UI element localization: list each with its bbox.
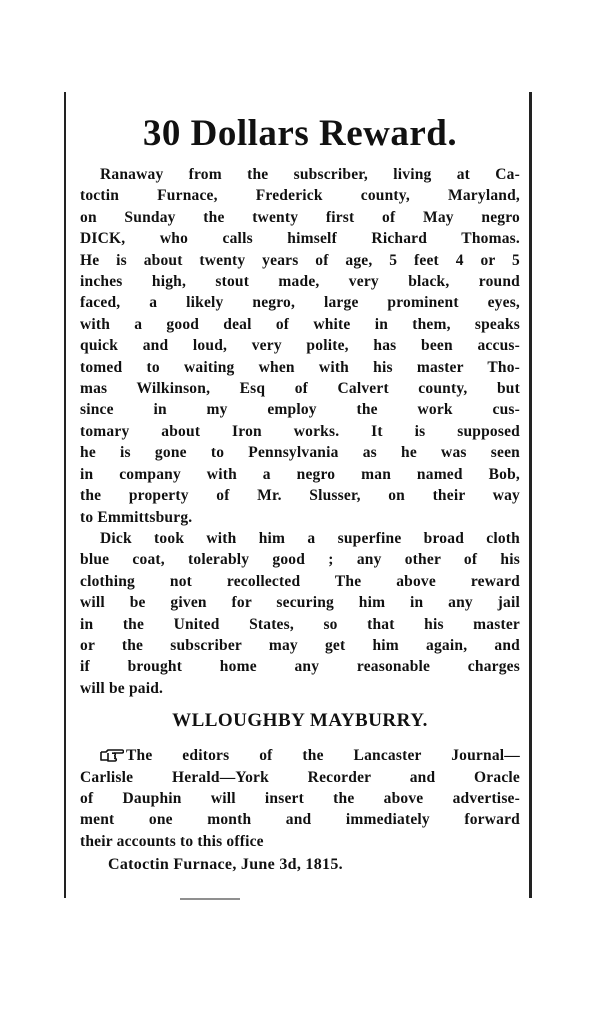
body-line: since in my employ the work cus-	[80, 401, 520, 419]
body-line: in company with a negro man named Bob,	[80, 465, 520, 483]
body-line: mas Wilkinson, Esq of Calvert county, but	[80, 380, 520, 398]
body-line: he is gone to Pennsylvania as he was seen	[80, 444, 520, 462]
signature: WLLOUGHBY MAYBURRY.	[172, 710, 428, 732]
advertisement	[80, 112, 520, 876]
column-rule-left	[64, 92, 66, 898]
editors-line: Carlisle Herald—York Recorder and Oracle	[80, 768, 520, 786]
body-line: will be given for securing him in any jail	[80, 594, 520, 612]
editors-notice	[80, 745, 520, 852]
body-line: DICK, who calls himself Richard Thomas.	[80, 230, 520, 248]
body-line: will be paid.	[80, 679, 164, 697]
body-line: faced, a likely negro, large prominent eyes,	[80, 294, 520, 312]
body-line: if brought home any reasonable charges	[80, 658, 520, 676]
editors-line: ment one month and immediately forward	[80, 811, 520, 829]
dateline: Catoctin Furnace, June 3d, 1815.	[108, 856, 343, 874]
body-line: Ranaway from the subscriber, living at Ca-	[100, 166, 520, 183]
ad-title: 30 Dollars Reward.	[142, 113, 458, 154]
editors-line-text: The editors of the Lancaster Journal—	[126, 747, 520, 765]
body-line: clothing not recollected The above reward	[80, 572, 520, 590]
body-line: Dick took with him a superfine broad cloth	[100, 529, 520, 547]
pointing-hand-icon	[100, 748, 124, 762]
body-line: blue coat, tolerably good ; any other of his	[80, 551, 520, 569]
editors-line	[80, 745, 520, 766]
column-rule-right	[529, 92, 532, 898]
body-line: tomary about Iron works. It is supposed	[80, 422, 520, 440]
ad-body	[80, 164, 520, 699]
body-line: to Emmittsburg.	[80, 508, 193, 526]
bottom-rule	[180, 898, 240, 900]
body-line: toctin Furnace, Frederick county, Maryland,	[80, 187, 520, 205]
body-line: quick and loud, very polite, has been accus-	[80, 337, 520, 355]
editors-line: of Dauphin will insert the above advertise-	[80, 789, 520, 807]
body-line: in the United States, so that his master	[80, 615, 520, 633]
body-line: the property of Mr. Slusser, on their way	[80, 487, 520, 505]
body-line: with a good deal of white in them, speaks	[80, 315, 520, 333]
body-line: or the subscriber may get him again, and	[80, 636, 520, 654]
body-line: tomed to waiting when with his master Tho-	[80, 358, 520, 376]
body-line: on Sunday the twenty first of May negro	[80, 208, 520, 226]
body-line: He is about twenty years of age, 5 feet 4 or 5	[80, 251, 520, 269]
editors-line: their accounts to this office	[80, 832, 264, 850]
body-line: inches high, stout made, very black, round	[80, 273, 520, 291]
